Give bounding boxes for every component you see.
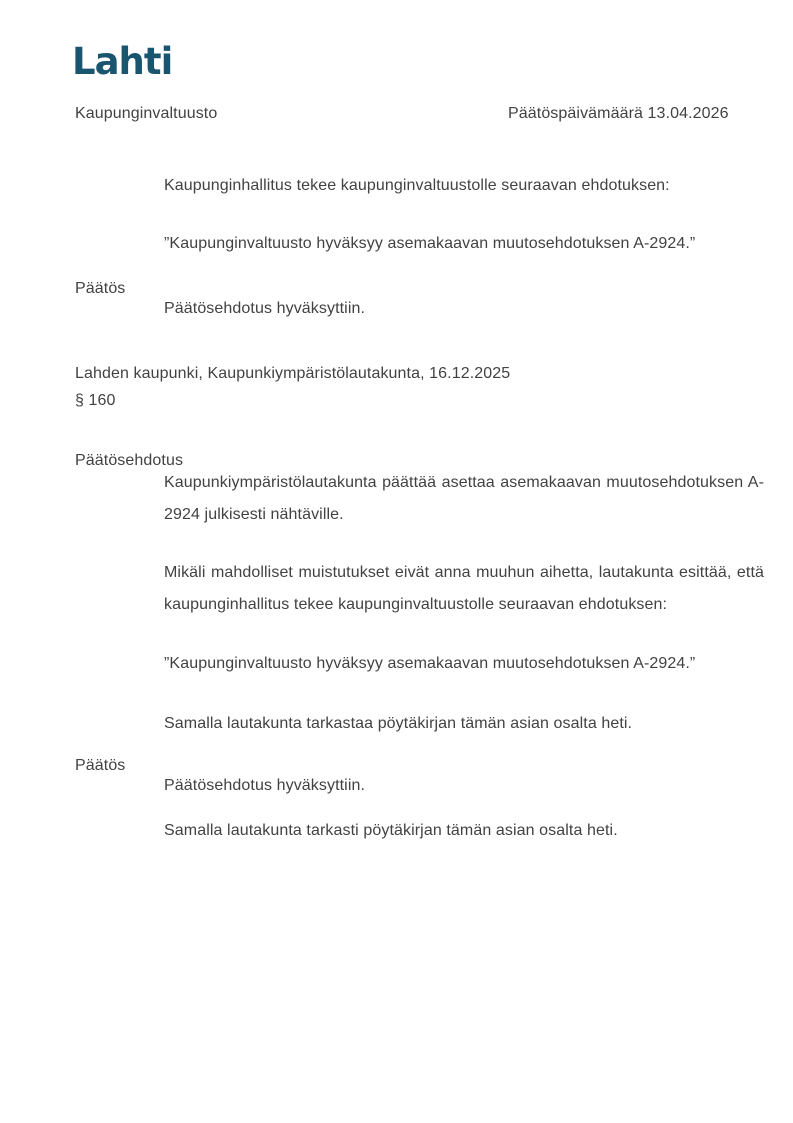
proposal-immediate-note: Samalla lautakunta tarkastaa pöytäkirjan tämän asian osalta heti.: [164, 715, 633, 732]
decision-label-1: Päätös: [75, 280, 126, 297]
decision-label-2: Päätös: [75, 757, 126, 774]
proposal-quote: ”Kaupunginvaltuusto hyväksyy asemakaavan muutosehdotuksen A-2924.”: [164, 655, 696, 672]
council-proposal-quote: ”Kaupunginvaltuusto hyväksyy asemakaavan muutosehdotuksen A-2924.”: [164, 235, 696, 252]
section-number: § 160: [75, 392, 116, 409]
decision-date: Päätöspäivämäärä 13.04.2026: [508, 105, 729, 122]
lahti-city-logo: Lahti: [72, 40, 173, 83]
decision-note-2: Samalla lautakunta tarkasti pöytäkirjan tämän asian osalta heti.: [164, 822, 618, 839]
council-proposal-intro: Kaupunginhallitus tekee kaupunginvaltuustolle seuraavan ehdotuksen:: [164, 177, 670, 194]
proposal-condition-text: Mikäli mahdolliset muistutukset eivät anna muuhun aihetta, lautakunta esittää, että kaupunginhallitus tekee kaupunginvaltuustolle seuraavan ehdotuksen:: [164, 564, 764, 613]
proposal-label: Päätösehdotus: [75, 452, 184, 469]
decision-text-1: Päätösehdotus hyväksyttiin.: [164, 300, 366, 317]
proposal-text: Kaupunkiympäristölautakunta päättää asettaa asemakaavan muutosehdotuksen A-2924 julkisesti nähtäville.: [164, 474, 764, 523]
decision-text-2: Päätösehdotus hyväksyttiin.: [164, 777, 366, 794]
document-org-title: Kaupunginvaltuusto: [75, 105, 218, 122]
committee-reference: Lahden kaupunki, Kaupunkiympäristölautakunta, 16.12.2025: [75, 365, 511, 382]
